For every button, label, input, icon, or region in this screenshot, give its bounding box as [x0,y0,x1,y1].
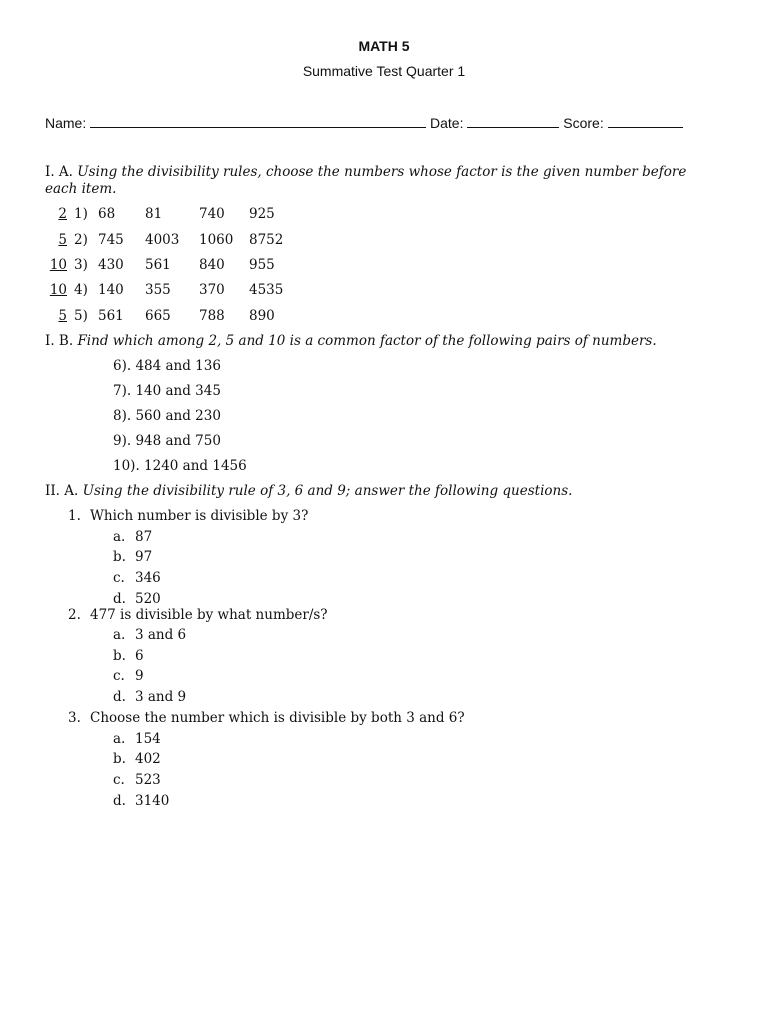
factor-blank: 5 [58,308,67,324]
option-letter: b. [113,549,126,565]
date-label: Date: [430,115,464,131]
option-value[interactable]: 9 [135,668,144,684]
item-number: 5) [74,308,88,324]
factor-blank: 5 [58,232,67,248]
option-letter: c. [113,668,125,684]
question-number: 1. [68,508,81,524]
option-value[interactable]: 3140 [135,793,170,809]
item-number: 4) [74,282,88,298]
item-number: 2) [74,232,88,248]
answer-choice[interactable]: 665 [145,308,171,324]
date-field[interactable] [467,113,559,128]
option-letter: c. [113,570,125,586]
option-value[interactable]: 523 [135,772,161,788]
pair-item: 7). 140 and 345 [113,383,221,399]
option-value[interactable]: 346 [135,570,161,586]
answer-choice[interactable]: 140 [98,282,124,298]
option-value[interactable]: 87 [135,529,153,545]
option-value[interactable]: 402 [135,751,161,767]
question-text: 477 is divisible by what number/s? [90,607,328,623]
answer-choice[interactable]: 561 [145,257,171,273]
question-text: Which number is divisible by 3? [90,508,309,524]
item-number: 3) [74,257,88,273]
option-value[interactable]: 6 [135,648,144,664]
question-number: 3. [68,710,81,726]
answer-choice[interactable]: 955 [249,257,275,273]
option-letter: d. [113,793,126,809]
answer-choice[interactable]: 788 [199,308,225,324]
answer-choice[interactable]: 561 [98,308,124,324]
option-value[interactable]: 154 [135,731,161,747]
item-number: 1) [74,206,88,222]
answer-choice[interactable]: 840 [199,257,225,273]
pair-item: 9). 948 and 750 [113,433,221,449]
answer-choice[interactable]: 370 [199,282,225,298]
answer-choice[interactable]: 4003 [145,232,180,248]
question-text: Choose the number which is divisible by both 3 and 6? [90,710,465,726]
option-value[interactable]: 3 and 6 [135,627,187,643]
option-value[interactable]: 97 [135,549,153,565]
answer-choice[interactable]: 68 [98,206,116,222]
factor-blank: 10 [49,282,67,298]
section-1a-instruction: I. A. Using the divisibility rules, choose the numbers whose factor is the given number before [45,164,687,180]
score-label: Score: [563,115,604,131]
section-2a-instruction: II. A. Using the divisibility rule of 3, 6 and 9; answer the following questions. [45,483,573,499]
answer-choice[interactable]: 745 [98,232,124,248]
option-letter: a. [113,731,126,747]
page-subtitle: Summative Test Quarter 1 [302,63,466,79]
answer-choice[interactable]: 430 [98,257,124,273]
name-label: Name: [45,115,87,131]
factor-blank: 10 [49,257,67,273]
answer-choice[interactable]: 740 [199,206,225,222]
answer-choice[interactable]: 890 [249,308,275,324]
option-value[interactable]: 3 and 9 [135,689,187,705]
page-title: MATH 5 [358,38,410,54]
answer-choice[interactable]: 81 [145,206,163,222]
answer-choice[interactable]: 8752 [249,232,284,248]
info-line [45,113,683,131]
option-letter: a. [113,627,126,643]
pair-item: 10). 1240 and 1456 [113,458,247,474]
factor-blank: 2 [58,206,67,222]
question-number: 2. [68,607,81,623]
answer-choice[interactable]: 4535 [249,282,284,298]
option-letter: b. [113,751,126,767]
option-letter: c. [113,772,125,788]
score-field[interactable] [608,113,683,128]
pair-item: 6). 484 and 136 [113,358,221,374]
answer-choice[interactable]: 925 [249,206,275,222]
pair-item: 8). 560 and 230 [113,408,221,424]
section-1a-instruction-cont: each item. [45,181,117,197]
option-letter: a. [113,529,126,545]
section-1b-instruction: I. B. Find which among 2, 5 and 10 is a common factor of the following pairs of numbers. [45,333,657,349]
option-letter: b. [113,648,126,664]
option-letter: d. [113,591,126,607]
answer-choice[interactable]: 1060 [199,232,234,248]
name-field[interactable] [90,113,426,128]
answer-choice[interactable]: 355 [145,282,171,298]
option-letter: d. [113,689,126,705]
option-value[interactable]: 520 [135,591,161,607]
